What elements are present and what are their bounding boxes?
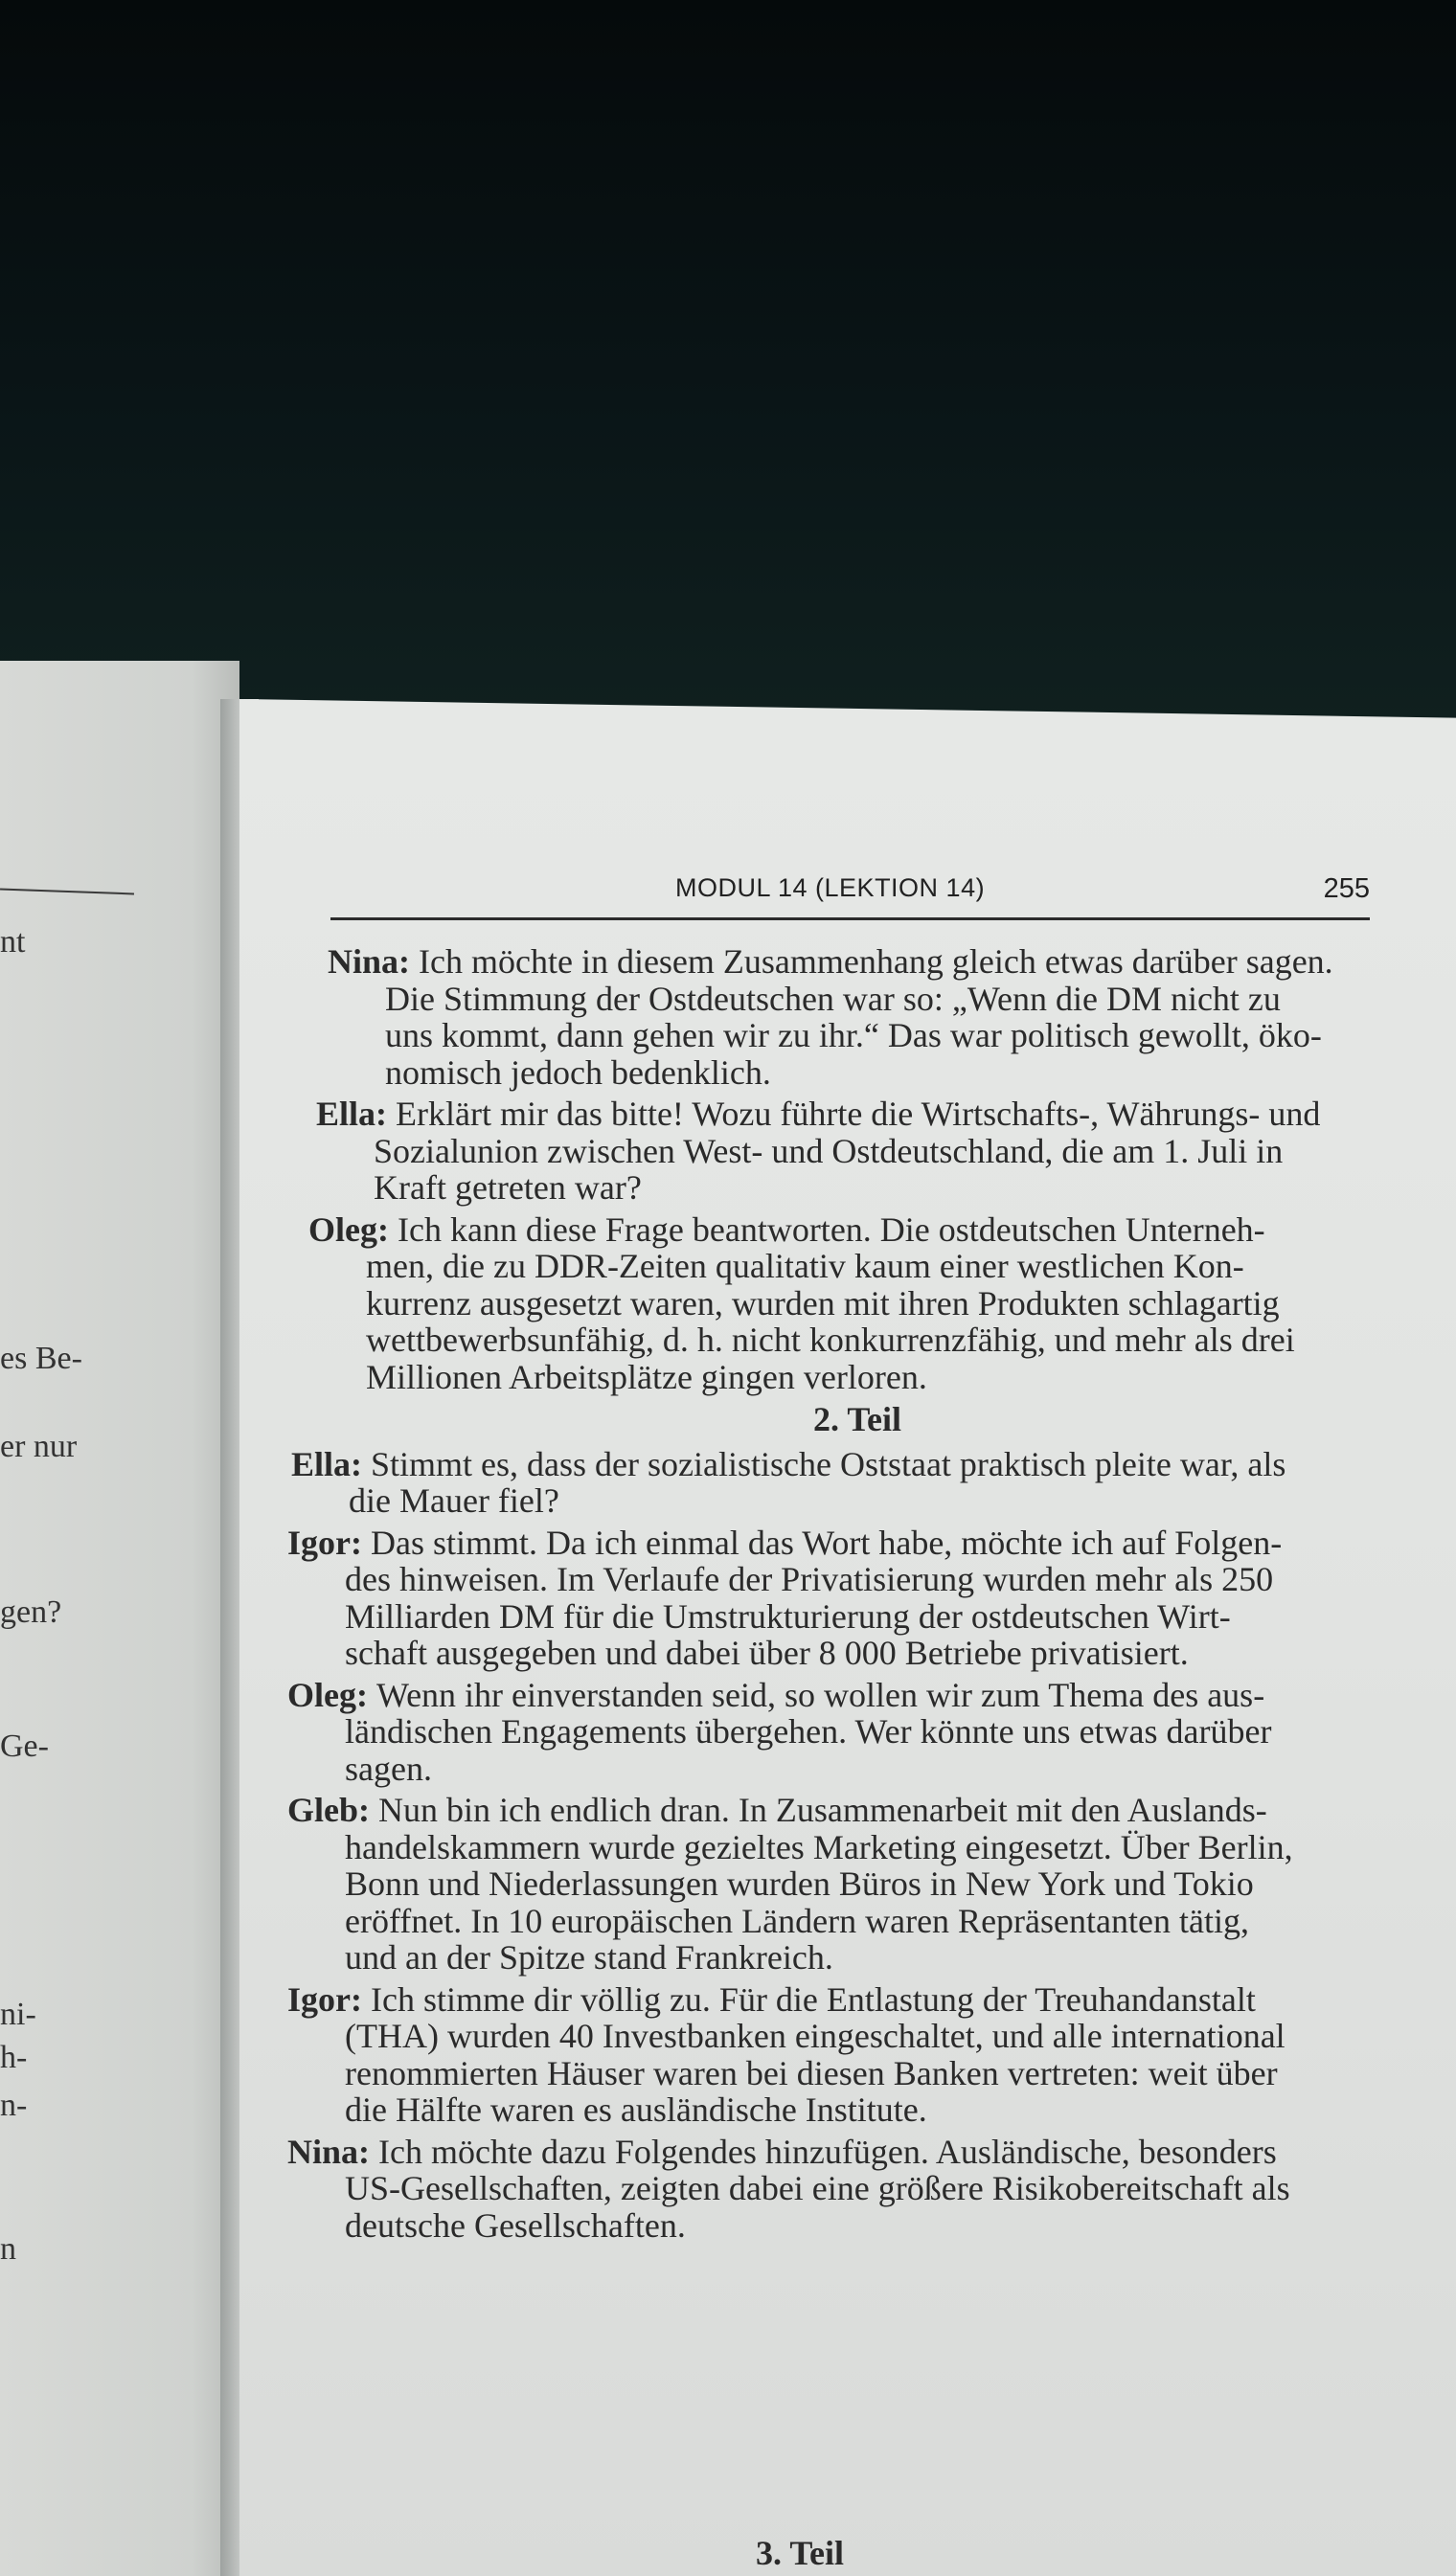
dialogue-line: Sozialunion zwischen West- und Ostdeutschland, die am 1. Juli in: [374, 1131, 1284, 1170]
left-fragment: n: [0, 2231, 16, 2267]
dialogue-text: Das stimmt. Da ich einmal das Wort habe, möchte ich auf Folgen-: [370, 1523, 1283, 1562]
speaker-name: Oleg:: [287, 1675, 376, 1714]
left-fragment: h-: [0, 2040, 28, 2075]
dialogue-turn: [287, 1677, 1427, 1788]
left-fragment: n-: [0, 2088, 28, 2123]
dialogue-line: Die Stimmung der Ostdeutschen war so: „Wenn die DM nicht zu: [385, 979, 1281, 1018]
dialogue-line: [287, 1981, 1427, 2019]
left-fragment: es Be-: [0, 1341, 82, 1376]
dialogue-line: [316, 1096, 1427, 1133]
dialogue-text: Wenn ihr einverstanden seid, so wollen wir zum Thema des aus-: [375, 1675, 1265, 1714]
dialogue-line: eröffnet. In 10 europäischen Ländern waren Repräsentanten tätig,: [345, 1901, 1249, 1940]
dialogue-line: US-Gesellschaften, zeigten dabei eine größere Risikobereitschaft als: [345, 2169, 1290, 2207]
dialogue-part-2: [287, 1446, 1427, 2245]
dialogue-line: uns kommt, dann gehen wir zu ihr.“ Das war politisch gewollt, öko-: [385, 1016, 1322, 1054]
dialogue-line: men, die zu DDR-Zeiten qualitativ kaum einer westlichen Kon-: [366, 1247, 1244, 1285]
dialogue-turn: [287, 1525, 1427, 1672]
dialogue-line: nomisch jedoch bedenklich.: [385, 1052, 771, 1092]
speaker-name: Igor:: [287, 1523, 371, 1562]
left-fragment: ni-: [0, 1997, 36, 2032]
dark-background: [0, 0, 1456, 728]
dialogue-line: [287, 1792, 1427, 1829]
running-head: MODUL 14 (LEKTION 14): [675, 873, 986, 902]
page-number: 255: [1323, 873, 1370, 904]
dialogue-line: und an der Spitze stand Frankreich.: [345, 1938, 833, 1977]
dialogue-turn: [287, 943, 1427, 1091]
dialogue-line: deutsche Gesellschaften.: [345, 2205, 686, 2245]
dialogue-line: Bonn und Niederlassungen wurden Büros in New York und Tokio: [345, 1864, 1254, 1903]
dialogue-text: Nun bin ich endlich dran. In Zusammenarbeit mit den Auslands-: [378, 1791, 1267, 1829]
dialogue-line: (THA) wurden 40 Investbanken eingeschaltet, und alle international: [345, 2017, 1285, 2055]
dialogue-turn: [287, 1211, 1427, 1396]
dialogue-line: Milliarden DM für die Umstrukturierung der ostdeutschen Wirt-: [345, 1596, 1231, 1636]
left-fragment: er nur: [0, 1429, 78, 1464]
left-fragment: gen?: [0, 1594, 62, 1630]
dialogue-line: [287, 1677, 1427, 1714]
dialogue-turn: [287, 1792, 1427, 1977]
dialogue-line: handelskammern wurde gezieltes Marketing eingesetzt. Über Berlin,: [345, 1827, 1293, 1866]
speaker-name: Ella:: [316, 1095, 397, 1133]
dialogue-line: Kraft getreten war?: [374, 1168, 642, 1207]
dialogue-turn: [287, 2134, 1427, 2245]
dialogue-turn: [287, 1446, 1427, 1520]
dialogue-line: [287, 2134, 1427, 2171]
dialogue-line: die Mauer fiel?: [349, 1481, 559, 1520]
dialogue-line: sagen.: [345, 1749, 432, 1788]
dialogue-part-1: [287, 943, 1427, 1395]
dialogue-line: Millionen Arbeitsplätze gingen verloren.: [366, 1357, 927, 1396]
section-title-part-3: 3. Teil: [755, 2534, 845, 2572]
dialogue-text: Ich möchte in diesem Zusammenhang gleich etwas darüber sagen.: [419, 942, 1333, 981]
dialogue-turn: [287, 1981, 1427, 2129]
speaker-name: Igor:: [287, 1979, 371, 2019]
dialogue-line: ländischen Engagements übergehen. Wer könnte uns etwas darüber: [345, 1712, 1272, 1751]
speaker-name: Nina:: [287, 2132, 379, 2171]
dialogue-line: [287, 1525, 1427, 1562]
speaker-name: Ella:: [291, 1444, 372, 1483]
speaker-name: Gleb:: [287, 1791, 378, 1829]
dialogue-text: Ich kann diese Frage beantworten. Die ostdeutschen Unterneh-: [397, 1209, 1265, 1249]
dialogue-line: des hinweisen. Im Verlaufe der Privatisierung wurden mehr als 250: [345, 1560, 1274, 1598]
dialogue-text: Stimmt es, dass der sozialistische Oststaat praktisch pleite war, als: [371, 1444, 1286, 1483]
dialogue-turn: [287, 1096, 1427, 1207]
dialogue-line: [308, 1211, 1427, 1249]
left-fragment: nt: [0, 924, 26, 960]
dialogue-text: Ich möchte dazu Folgendes hinzufügen. Ausländische, besonders: [378, 2132, 1277, 2171]
speaker-name: Nina:: [328, 942, 420, 981]
dialogue-line: wettbewerbsunfähig, d. h. nicht konkurrenzfähig, und mehr als drei: [366, 1321, 1295, 1359]
page-header: [330, 870, 1370, 920]
dialogue-line: [291, 1446, 1427, 1483]
dialogue-text: Erklärt mir das bitte! Wozu führte die Wirtschafts-, Währungs- und: [396, 1095, 1321, 1133]
section-title-part-2: 2. Teil: [812, 1400, 902, 1438]
dialogue-line: schaft ausgegeben und dabei über 8 000 Betriebe privatisiert.: [345, 1634, 1189, 1672]
dialogue-line: kurrenz ausgesetzt waren, wurden mit ihren Produkten schlagartig: [366, 1283, 1280, 1322]
dialogue-line: die Hälfte waren es ausländische Institute.: [345, 2090, 927, 2129]
page-content: [287, 943, 1427, 2248]
speaker-name: Oleg:: [308, 1209, 398, 1249]
dialogue-line: [328, 943, 1427, 981]
dialogue-line: renommierten Häuser waren bei diesen Banken vertreten: weit über: [345, 2053, 1278, 2092]
left-fragment: Ge-: [0, 1729, 49, 1764]
dialogue-text: Ich stimme dir völlig zu. Für die Entlastung der Treuhandanstalt: [370, 1979, 1256, 2019]
